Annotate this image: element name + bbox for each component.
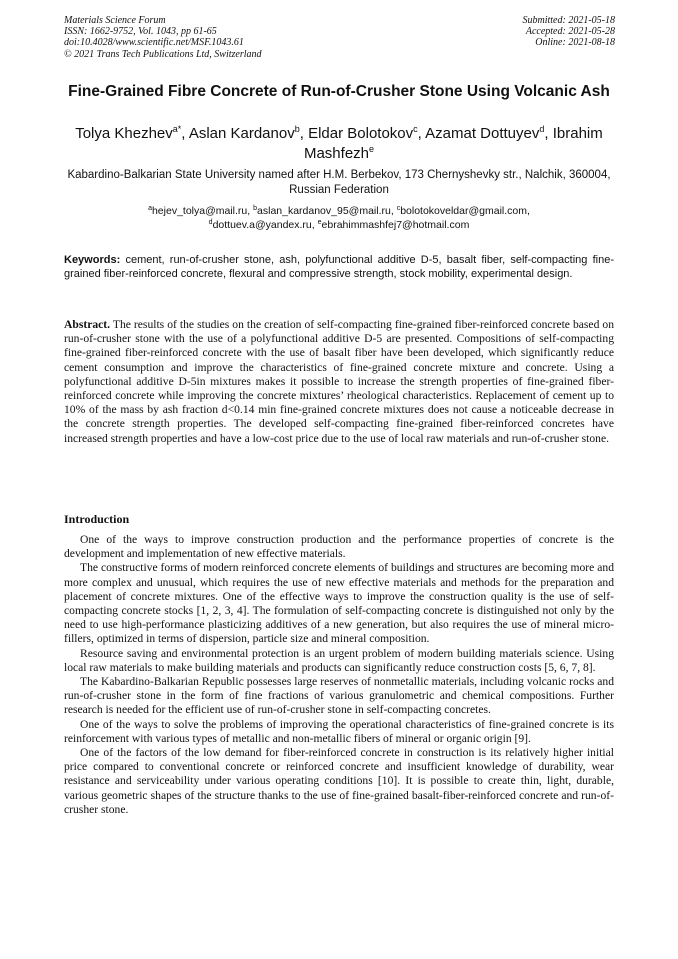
email-entry[interactable]: $^c$bolotokoveldar@gmail.com, bbox=[396, 205, 530, 217]
paragraph: One of the ways to solve the problems of improving the operational characteristics of fine-grained concrete is its reinforcement with various types of metallic and non-metallic fibers of mineral or organic origin [9]. bbox=[64, 717, 614, 745]
paragraph: The Kabardino-Balkarian Republic possesses large reserves of nonmetallic materials, including volcanic rocks and run-of-crusher stone in the form of fine fractions of various granulometric and chemical compositions. Further research is needed for the efficient use of run-of-crusher stone in self-compacting concretes. bbox=[64, 675, 614, 717]
email-entry[interactable]: $^b$aslan_kardanov_95@mail.ru, bbox=[253, 205, 397, 217]
copyright-line: © 2021 Trans Tech Publications Ltd, Switzerland bbox=[64, 48, 262, 60]
author-list bbox=[62, 124, 616, 164]
author: Eldar Bolotokov$^c$, bbox=[308, 124, 426, 142]
journal-issn: ISSN: 1662-9752, Vol. 1043, pp 61-65 bbox=[64, 26, 217, 38]
paragraph: One of the ways to improve construction production and the performance properties of concrete is the development and implementation of new effective materials. bbox=[64, 533, 614, 561]
journal-name: Materials Science Forum bbox=[64, 15, 166, 26]
abstract-block bbox=[64, 318, 614, 446]
author: Tolya Khezhev$^{a*}$, bbox=[75, 124, 189, 142]
author: Ibrahim Mashfezh$^e$ bbox=[303, 125, 603, 162]
email-list bbox=[62, 205, 616, 232]
paper-title: Fine-Grained Fibre Concrete of Run-of-Crusher Stone Using Volcanic Ash bbox=[68, 83, 610, 100]
paragraph: Resource saving and environmental protection is an urgent problem of modern building materials science. Using local raw materials to make building materials and products can significantly reduce construction costs [5, 6, 7, 8]. bbox=[64, 646, 614, 674]
abstract-label: Abstract. bbox=[64, 318, 111, 331]
paragraph: The constructive forms of modern reinforced concrete elements of buildings and structures are becoming more and more complex and unusual, which requires the use of new effective materials and methods for the preparation and placement of concrete mixtures. One of the effective ways to improve the construction quality is the use of self-compacting concrete stocks [1, 2, 3, 4]. The formulation of self-compacting concrete is distinguished not only by the need to use high-performance plasticizing additives of a new generation, but also requires the use of mineral micro-fillers, optimized in terms of dispersion, particle size and mineral composition. bbox=[64, 561, 614, 646]
email-entry[interactable]: $^e$ebrahimmashfej7@hotmail.com bbox=[317, 218, 470, 231]
abstract-text: The results of the studies on the creation of self-compacting fine-grained fiber-reinforced concrete based on run-of-crusher stone with the use of a polyfunctional additive D-5 are presented. Compositions of self-compacting fine-grained fiber-reinforced concrete with the use of basalt fiber have been developed, which significantly reduce cement consumption and improve the characteristics of fine-grained concrete mixture and concrete. Using a polyfunctional additive D-5in mixtures makes it possible to increase the strength properties of fine-grained fiber-reinforced concrete while improving the concrete mixtures’ rheological characteristics. Replacement of cement up to 10% of the mass by ash fraction d<0.14 min fine-grained concrete mixtures does not cause a noticeable decrease in the concrete strength properties. The developed self-compacting fine-grained fiber-reinforced concretes have increased strength properties and have a low-cost price due to the use of local raw materials and run-of-crusher stone. bbox=[64, 318, 614, 445]
author: Aslan Kardanov$^b$, bbox=[188, 124, 309, 142]
journal-doi: doi:10.4028/www.scientific.net/MSF.1043.61 bbox=[64, 37, 244, 49]
keywords-block bbox=[64, 253, 614, 281]
keywords-label: Keywords: bbox=[64, 254, 121, 266]
accepted-date: Accepted: 2021-05-28 bbox=[525, 26, 615, 38]
email-entry[interactable]: $^a$hejev_tolya@mail.ru, bbox=[148, 205, 254, 217]
submitted-date: Submitted: 2021-05-18 bbox=[522, 15, 615, 26]
keywords-text: cement, run-of-crusher stone, ash, polyfunctional additive D-5, basalt fiber, self-compacting fine-grained fiber-reinforced concrete, flexural and compressive strength, stock mobility, experimental design. bbox=[64, 254, 614, 281]
journal-header bbox=[64, 15, 262, 60]
submission-dates bbox=[523, 15, 616, 49]
online-date: Online: 2021-08-18 bbox=[535, 37, 615, 49]
introduction-body bbox=[64, 533, 614, 817]
author: Azamat Dottuyev$^d$, bbox=[425, 124, 553, 142]
paragraph: One of the factors of the low demand for fiber-reinforced concrete in construction is its relatively higher initial price compared to conventional concrete or reinforced concrete and insufficient knowledge of durability, wear resistance and serviceability under various operating conditions [10]. It is possible to create thin, light, durable, various geometric shapes of the structure thanks to the use of fine-grained basalt-fiber-reinforced concrete and run-of-crusher stone. bbox=[64, 746, 614, 816]
section-heading-introduction: Introduction bbox=[64, 512, 130, 526]
affiliation: Kabardino-Balkarian State University named after H.M. Berbekov, 173 Chernyshevky str., Nalchik, 360004, Russian Federation bbox=[67, 169, 611, 196]
email-entry[interactable]: $^d$dottuev.a@yandex.ru, bbox=[208, 218, 318, 231]
